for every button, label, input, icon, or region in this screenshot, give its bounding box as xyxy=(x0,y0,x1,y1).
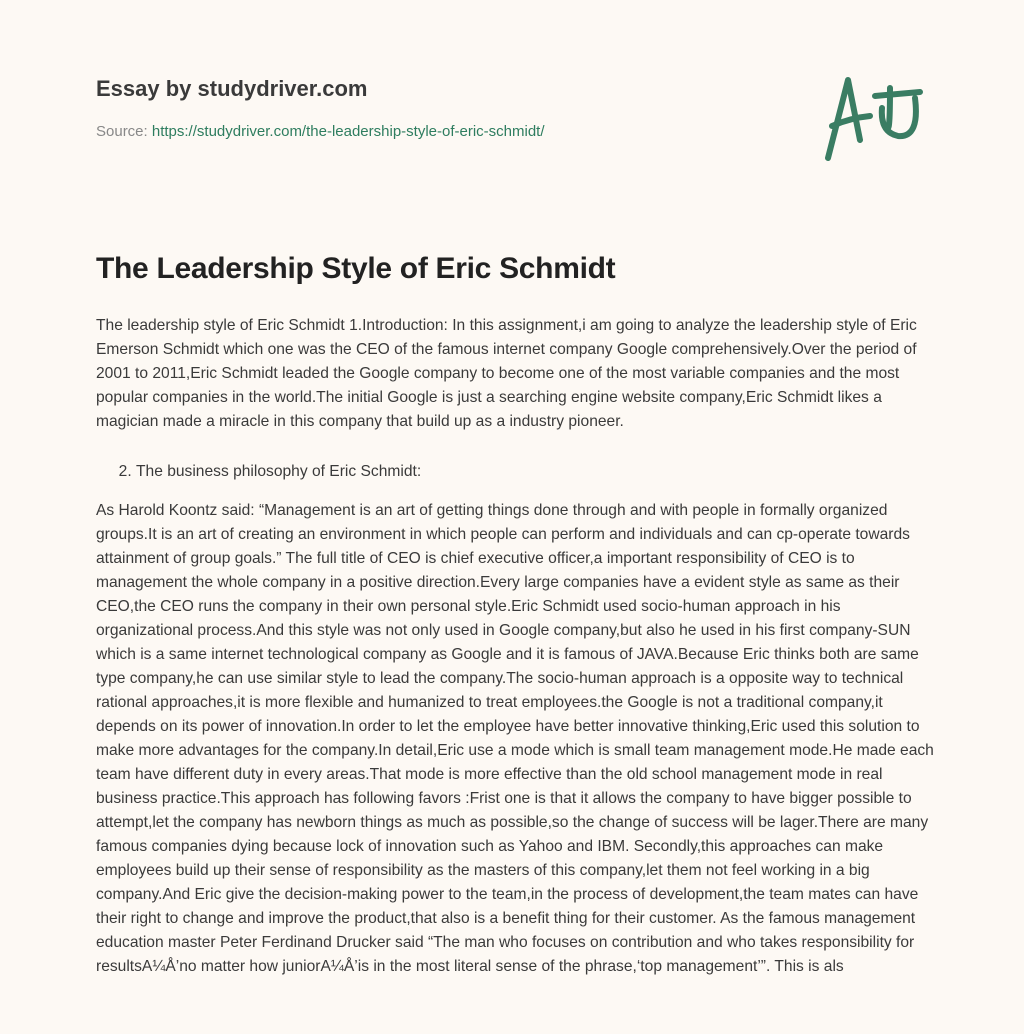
source-link[interactable]: https://studydriver.com/the-leadership-style-of-eric-schmidt/ xyxy=(151,123,545,140)
list-item: 2. The business philosophy of Eric Schmidt: xyxy=(136,460,934,484)
source-line xyxy=(96,123,545,140)
a-plus-logo xyxy=(820,68,930,168)
paragraph: The leadership style of Eric Schmidt 1.Introduction: In this assignment,i am going to analyze the leadership style of Eric Emerson Schmidt which one was the CEO of the famous internet company Google comprehensively.Over the period of 2001 to 2011,Eric Schmidt leaded the Google company to become one of the most variable companies and the most popular companies in the world.The initial Google is just a searching engine website company,Eric Schmidt likes a magician made a miracle in this company that build up as a industry pioneer. xyxy=(96,317,917,430)
paragraph: As Harold Koontz said: “Management is an art of getting things done through and with people in formally organized groups.It is an art of creating an environment in which people can perform and individuals and can cp-operate towards attainment of group goals.” The full title of CEO is chief executive officer,a important responsibility of CEO is to management the whole company in a positive direction.Every large companies have a evident style as same as their CEO,the CEO runs the company in their own personal style.Eric Schmidt used socio-human approach in his organizational process.And this style was not only used in Google company,but also he used in his first company-SUN which is a same internet technological company as Google and it is famous of JAVA.Because Eric thinks both are same type company,he can use similar style to lead the company.The socio-human approach is a opposite way to technical rational approaches,it is more flexible and humanized to treat employees.the Google is not a traditional company,it depends on its power of innovation.In order to let the employee have better innovative thinking,Eric used this solution to make more advantages for the company.In detail,Eric use a mode which is small team management mode.He made each team have different duty in every areas.That mode is more effective than the old school management mode in real business practice.This approach has following favors :Frist one is that it allows the company to have bigger possible to attempt,let the company has newborn things as much as possible,so the change of success will be lager.There are many famous companies dying because lock of innovation such as Yahoo and IBM. Secondly,this approaches can make employees build up their sense of responsibility as the masters of this company,let them not feel working in a big company.And Eric give the decision-making power to the team,in the process of development,the team mates can have their right to change and improve the product,that also is a benefit thing for their customer. As the famous management education master Peter Ferdinand Drucker said “The man who focuses on contribution and who takes responsibility for resultsA¼Å’no matter how juniorA¼Å’is in the most literal sense of the phrase,‘top management’”. This is als xyxy=(96,502,934,975)
source-label: Source: xyxy=(96,123,152,140)
brand-title: Essay by studydriver.com xyxy=(96,76,368,101)
article-title: The Leadership Style of Eric Schmidt xyxy=(96,252,616,285)
article-body xyxy=(96,314,934,1005)
numbered-list xyxy=(96,460,934,484)
